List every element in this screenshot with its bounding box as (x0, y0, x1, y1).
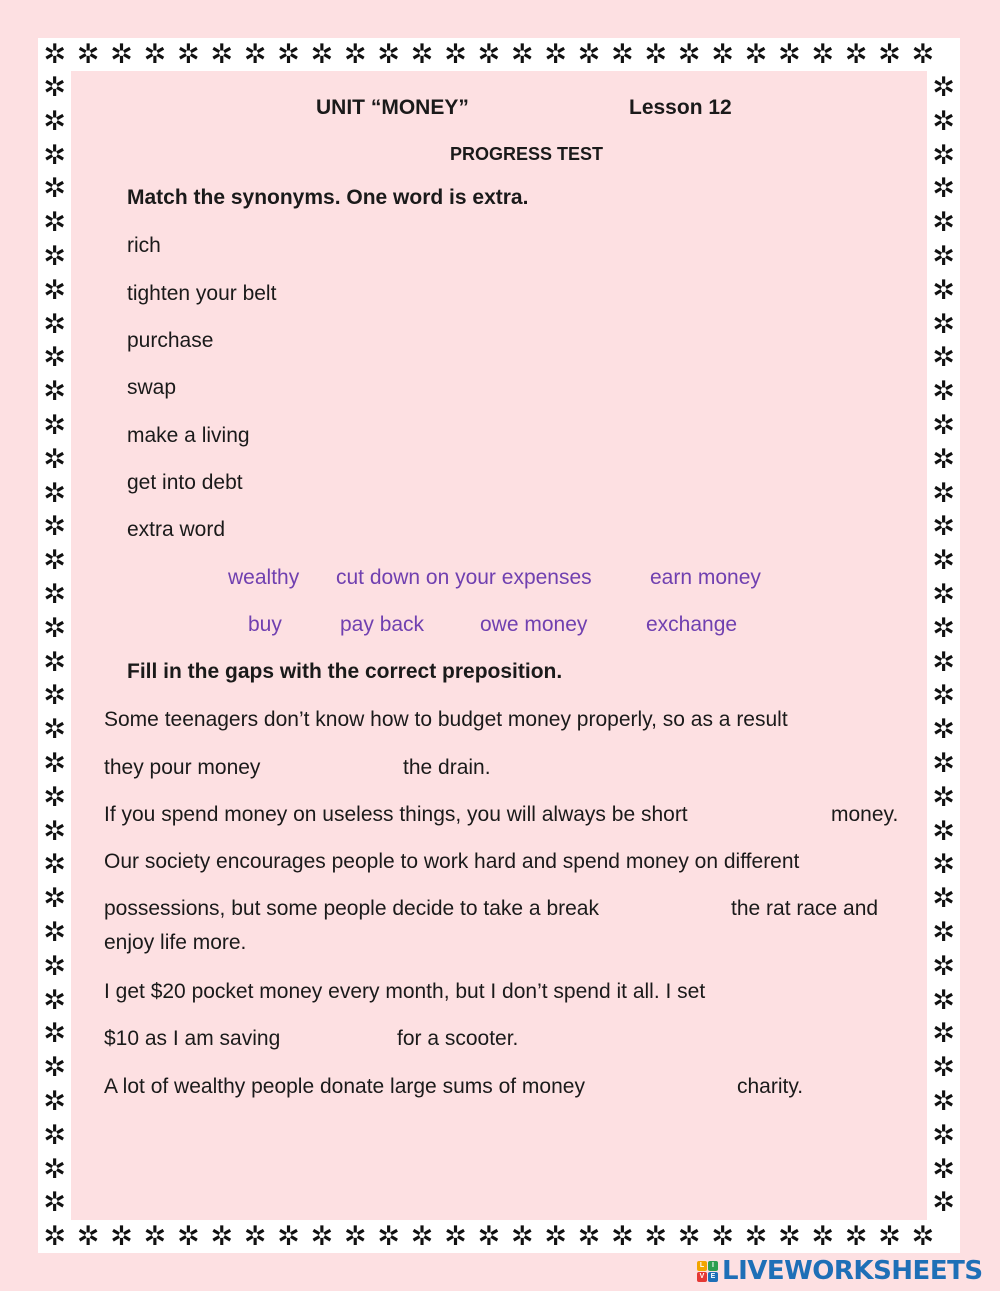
border-flower-icon: ✲ (811, 39, 834, 70)
unit-title: UNIT “MONEY” (316, 96, 469, 119)
border-flower-icon: ✲ (43, 1153, 66, 1185)
match-item: purchase (127, 329, 214, 352)
border-flower-icon: ✲ (677, 1221, 701, 1252)
sentence-text: I get $20 pocket money every month, but I don’t spend it all. I set (104, 980, 706, 1003)
border-flower-icon: ✲ (43, 714, 66, 746)
border-flower-icon: ✲ (932, 883, 955, 915)
border-flower-icon: ✲ (711, 1221, 734, 1252)
border-flower-icon: ✲ (343, 39, 367, 70)
word-bank-option[interactable]: owe money (480, 613, 588, 636)
border-flower-icon: ✲ (932, 105, 955, 137)
border-flower-icon: ✲ (611, 39, 634, 70)
border-flower-icon: ✲ (110, 39, 133, 70)
border-flower-icon: ✲ (43, 680, 66, 712)
gap-input[interactable] (666, 897, 726, 923)
border-flower-icon: ✲ (243, 39, 267, 70)
border-flower-icon: ✲ (932, 781, 955, 813)
border-flower-icon: ✲ (43, 984, 66, 1016)
sentence-text: money. (831, 803, 899, 826)
match-item: make a living (127, 424, 250, 447)
border-flower-icon: ✲ (932, 646, 955, 678)
gap-input[interactable] (662, 1075, 732, 1101)
sentence-text: possessions, but some people decide to take a break (104, 897, 599, 920)
border-flower-icon: ✲ (744, 39, 768, 70)
border-flower-icon: ✲ (43, 443, 66, 475)
brand-name: LIVEWORKSHEETS (722, 1256, 983, 1286)
lesson-number: Lesson 12 (629, 96, 732, 119)
border-flower-icon: ✲ (310, 1221, 334, 1252)
border-flower-icon: ✲ (76, 39, 100, 70)
border-flower-icon: ✲ (932, 950, 955, 982)
border-flower-icon: ✲ (644, 39, 668, 70)
border-flower-icon: ✲ (932, 240, 955, 272)
border-flower-icon: ✲ (43, 511, 66, 543)
border-flower-icon: ✲ (43, 916, 66, 948)
border-flower-icon: ✲ (932, 984, 955, 1016)
border-flower-icon: ✲ (477, 1221, 501, 1252)
sentence-text: for a scooter. (397, 1027, 519, 1050)
border-flower-icon: ✲ (544, 39, 567, 70)
gap-input[interactable] (292, 756, 396, 782)
border-flower-icon: ✲ (477, 39, 501, 70)
border-flower-icon: ✲ (43, 849, 66, 881)
border-flower-icon: ✲ (932, 511, 955, 543)
test-title: PROGRESS TEST (450, 144, 604, 164)
border-flower-icon: ✲ (210, 39, 233, 70)
word-bank-option[interactable]: wealthy (228, 566, 300, 589)
match-item: rich (127, 234, 161, 257)
match-item: get into debt (127, 471, 243, 494)
border-flower-icon: ✲ (277, 1221, 300, 1252)
border-flower-icon: ✲ (310, 39, 334, 70)
border-flower-icon: ✲ (43, 308, 66, 340)
sentence-text: charity. (737, 1075, 804, 1098)
border-flower-icon: ✲ (410, 39, 434, 70)
word-bank-option[interactable]: exchange (646, 613, 738, 636)
border-flower-icon: ✲ (711, 39, 734, 70)
border-flower-icon: ✲ (43, 72, 66, 103)
border-flower-icon: ✲ (932, 815, 955, 847)
border-flower-icon: ✲ (43, 883, 66, 915)
border-flower-icon: ✲ (932, 747, 955, 779)
border-flower-icon: ✲ (444, 39, 467, 70)
border-flower-icon: ✲ (932, 207, 955, 239)
border-flower-icon: ✲ (43, 1018, 66, 1050)
border-flower-icon: ✲ (110, 1221, 133, 1252)
border-flower-icon: ✲ (43, 1052, 66, 1084)
border-flower-icon: ✲ (644, 1221, 668, 1252)
border-flower-icon: ✲ (510, 39, 534, 70)
sentence-text: If you spend money on useless things, you will always be short (104, 803, 688, 826)
border-flower-icon: ✲ (677, 39, 701, 70)
sentence-text: the rat race and (731, 897, 879, 920)
sentence-text: they pour money (104, 756, 261, 779)
border-flower-icon: ✲ (932, 274, 955, 306)
border-flower-icon: ✲ (43, 173, 66, 205)
border-flower-icon: ✲ (544, 1221, 567, 1252)
liveworksheets-logo[interactable] (697, 1256, 983, 1286)
sentence-text: $10 as I am saving (104, 1027, 281, 1050)
border-flower-icon: ✲ (932, 680, 955, 712)
border-flower-icon: ✲ (243, 1221, 267, 1252)
border-flower-icon: ✲ (43, 342, 66, 374)
border-flower-icon: ✲ (844, 1221, 868, 1252)
border-flower-icon: ✲ (176, 1221, 200, 1252)
border-flower-icon: ✲ (43, 781, 66, 813)
border-flower-icon: ✲ (844, 39, 868, 70)
border-flower-icon: ✲ (911, 1221, 935, 1252)
border-flower-icon: ✲ (43, 1187, 66, 1219)
border-flower-icon: ✲ (143, 39, 167, 70)
border-flower-icon: ✲ (76, 1221, 100, 1252)
border-flower-icon: ✲ (377, 39, 400, 70)
border-flower-icon: ✲ (932, 139, 955, 171)
border-flower-icon: ✲ (932, 409, 955, 441)
border-flower-icon: ✲ (43, 477, 66, 509)
border-flower-icon: ✲ (932, 173, 955, 205)
border-flower-icon: ✲ (43, 747, 66, 779)
sentence-text: the drain. (403, 756, 491, 779)
border-flower-icon: ✲ (932, 376, 955, 408)
border-flower-icon: ✲ (43, 578, 66, 610)
border-flower-icon: ✲ (932, 714, 955, 746)
sentence-text: Our society encourages people to work hard and spend money on different (104, 850, 800, 873)
border-flower-icon: ✲ (43, 274, 66, 306)
border-flower-icon: ✲ (811, 1221, 834, 1252)
border-flower-icon: ✲ (143, 1221, 167, 1252)
border-flower-icon: ✲ (932, 477, 955, 509)
match-item: swap (127, 376, 177, 399)
brand-grid-icon: L I V E (697, 1261, 718, 1282)
border-flower-icon: ✲ (932, 612, 955, 644)
border-flower-icon: ✲ (932, 1119, 955, 1151)
gap-input[interactable] (768, 803, 826, 829)
border-flower-icon: ✲ (444, 1221, 467, 1252)
border-flower-icon: ✲ (932, 916, 955, 948)
sentence-text: Some teenagers don’t know how to budget money properly, so as a result (104, 708, 788, 731)
border-flower-icon: ✲ (410, 1221, 434, 1252)
border-flower-icon: ✲ (577, 39, 601, 70)
border-flower-icon: ✲ (932, 1153, 955, 1185)
section1-instruction: Match the synonyms. One word is extra. (127, 186, 529, 209)
border-flower-icon: ✲ (43, 240, 66, 272)
sentence-text: A lot of wealthy people donate large sums of money (104, 1075, 585, 1098)
border-flower-icon: ✲ (911, 39, 935, 70)
border-flower-icon: ✲ (777, 39, 801, 70)
border-flower-icon: ✲ (932, 1052, 955, 1084)
border-flower-icon: ✲ (43, 376, 66, 408)
match-item: extra word (127, 518, 226, 541)
border-flower-icon: ✲ (932, 308, 955, 340)
word-bank-option[interactable]: earn money (650, 566, 761, 589)
word-bank-option[interactable]: cut down on your expenses (336, 566, 592, 589)
border-flower-icon: ✲ (611, 1221, 634, 1252)
border-flower-icon: ✲ (43, 646, 66, 678)
border-flower-icon: ✲ (43, 950, 66, 982)
sentence-text: enjoy life more. (104, 931, 247, 954)
border-flower-icon: ✲ (932, 443, 955, 475)
border-flower-icon: ✲ (932, 72, 955, 103)
word-bank-option[interactable]: pay back (340, 613, 425, 636)
border-flower-icon: ✲ (43, 39, 66, 70)
border-flower-icon: ✲ (878, 1221, 901, 1252)
border-flower-icon: ✲ (343, 1221, 367, 1252)
border-flower-icon: ✲ (744, 1221, 768, 1252)
border-flower-icon: ✲ (277, 39, 300, 70)
border-flower-icon: ✲ (932, 342, 955, 374)
border-flower-icon: ✲ (932, 849, 955, 881)
border-flower-icon: ✲ (43, 612, 66, 644)
border-flower-icon: ✲ (43, 105, 66, 137)
border-flower-icon: ✲ (932, 545, 955, 577)
border-flower-icon: ✲ (43, 545, 66, 577)
match-item: tighten your belt (127, 282, 277, 305)
border-flower-icon: ✲ (577, 1221, 601, 1252)
border-flower-icon: ✲ (878, 39, 901, 70)
border-flower-icon: ✲ (210, 1221, 233, 1252)
word-bank-option[interactable]: buy (248, 613, 282, 636)
border-flower-icon: ✲ (932, 1187, 955, 1219)
border-flower-icon: ✲ (43, 207, 66, 239)
border-flower-icon: ✲ (43, 1085, 66, 1117)
border-flower-icon: ✲ (510, 1221, 534, 1252)
border-flower-icon: ✲ (777, 1221, 801, 1252)
border-flower-icon: ✲ (43, 1221, 66, 1252)
border-flower-icon: ✲ (932, 578, 955, 610)
border-flower-icon: ✲ (932, 1085, 955, 1117)
border-flower-icon: ✲ (377, 1221, 400, 1252)
border-flower-icon: ✲ (43, 409, 66, 441)
border-flower-icon: ✲ (932, 1018, 955, 1050)
border-flower-icon: ✲ (176, 39, 200, 70)
gap-input[interactable] (306, 1027, 392, 1053)
border-flower-icon: ✲ (43, 1119, 66, 1151)
border-flower-icon: ✲ (43, 815, 66, 847)
border-flower-icon: ✲ (43, 139, 66, 171)
section2-instruction: Fill in the gaps with the correct preposition. (127, 660, 563, 683)
